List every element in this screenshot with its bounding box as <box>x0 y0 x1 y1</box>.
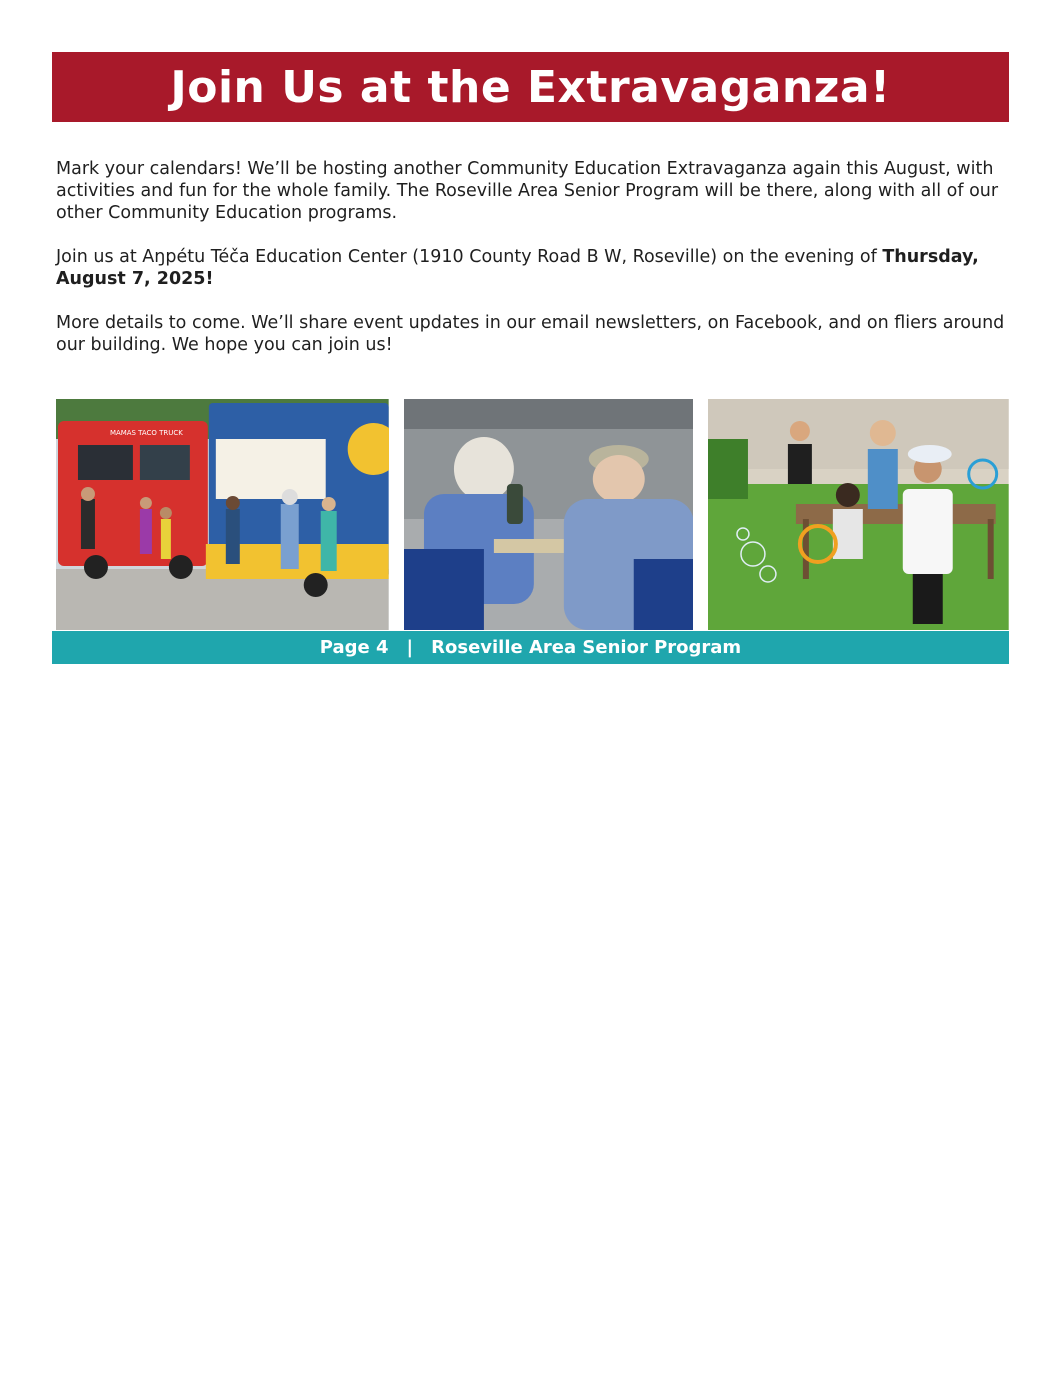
event-date: Thursday, August 7, 2025! <box>56 247 979 289</box>
paragraph-location <box>56 246 1005 290</box>
kids-bubbles-photo <box>708 399 1009 630</box>
truck-sign: MAMAS TACO TRUCK <box>109 428 183 438</box>
article-body <box>52 122 1009 356</box>
newsletter-page <box>52 52 1009 658</box>
photo-row <box>56 399 1009 630</box>
footer-banner <box>52 631 1009 664</box>
page-title: Join Us at the Extravaganza! <box>170 61 891 113</box>
paragraph-intro: Mark your calendars! We’ll be hosting another Community Education Extravaganza again this August, with activities and fun for the whole family. The Roseville Area Senior Program will be there, along with all of our other Community Education programs. <box>56 159 999 223</box>
location-text: Join us at Aŋpétu Téča Education Center (1910 County Road B W, Roseville) on the evening of <box>56 247 883 267</box>
program-name: Roseville Area Senior Program <box>431 637 742 658</box>
food-truck-photo <box>56 399 389 630</box>
title-banner <box>52 52 1009 122</box>
page-number: Page 4 <box>319 637 389 658</box>
footer-separator: | <box>406 637 414 658</box>
paragraph-details: More details to come. We’ll share event updates in our email newsletters, on Facebook, and on fliers around our building. We hope you can join us! <box>56 313 1005 355</box>
seniors-table-photo <box>404 399 694 630</box>
